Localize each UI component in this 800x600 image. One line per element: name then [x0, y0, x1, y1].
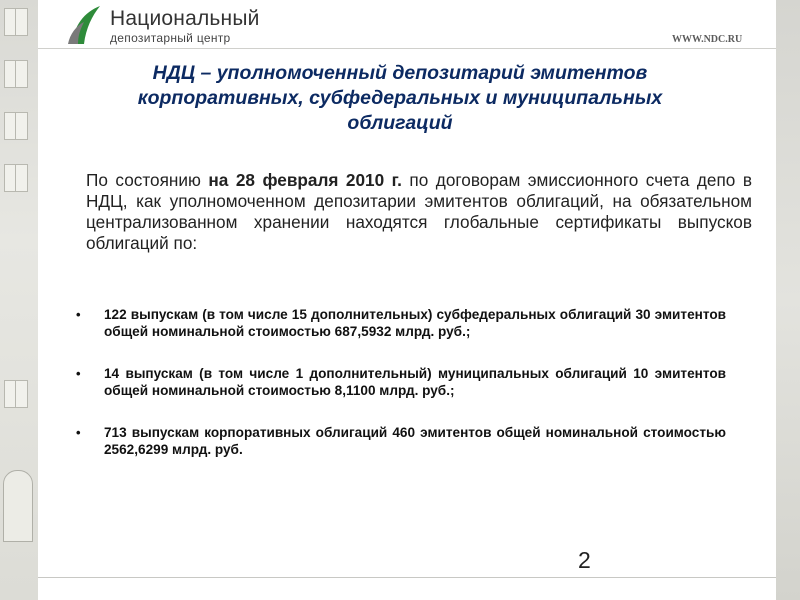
- intro-text-start: По состоянию: [86, 170, 209, 190]
- window-decoration: [4, 8, 28, 36]
- page-number: 2: [578, 547, 591, 573]
- left-decorative-building-strip: [0, 0, 38, 600]
- window-decoration: [4, 380, 28, 408]
- list-item-text: 122 выпускам (в том числе 15 дополнительных) субфедеральных облигаций 30 эмитентов общей номинальной стоимостью 687,5932 млрд. руб.;: [104, 307, 726, 339]
- website-url: WWW.NDC.RU: [672, 34, 743, 45]
- window-decoration: [4, 60, 28, 88]
- list-item: [74, 365, 726, 399]
- list-item-text: 713 выпускам корпоративных облигаций 460 эмитентов общей номинальной стоимостью 2562,6299 млрд. руб.: [104, 425, 726, 457]
- logo-title: Национальный: [110, 7, 260, 30]
- intro-text-end: по договорам эмиссионного счета депо в НДЦ, как уполномоченном депозитарии эмитентов облигаций, на обязательном централизованном хранении находятся глобальные сертификаты выпусков облигаций по:: [86, 170, 752, 253]
- window-decoration: [4, 164, 28, 192]
- bullet-icon: •: [76, 307, 81, 322]
- list-item: [74, 424, 726, 458]
- logo-subtitle: депозитарный центр: [110, 31, 231, 45]
- bullet-list: [74, 306, 726, 483]
- arch-decoration: [3, 470, 33, 542]
- bullet-icon: •: [76, 425, 81, 440]
- intro-date: на 28 февраля 2010 г.: [208, 170, 402, 190]
- right-decorative-strip: [776, 0, 800, 600]
- slide-title: НДЦ – уполномоченный депозитарий эмитентов корпоративных, субфедеральных и муниципальных облигаций: [137, 62, 663, 134]
- intro-paragraph: [86, 170, 752, 254]
- bottom-divider: [38, 577, 776, 578]
- list-item-text: 14 выпускам (в том числе 1 дополнительный) муниципальных облигаций 10 эмитентов общей номинальной стоимостью 8,1100 млрд. руб.;: [104, 366, 726, 398]
- company-logo: [66, 4, 286, 48]
- header-divider: [38, 48, 776, 49]
- bullet-icon: •: [76, 366, 81, 381]
- list-item: [74, 306, 726, 340]
- leaf-emblem-icon: [66, 4, 106, 48]
- window-decoration: [4, 112, 28, 140]
